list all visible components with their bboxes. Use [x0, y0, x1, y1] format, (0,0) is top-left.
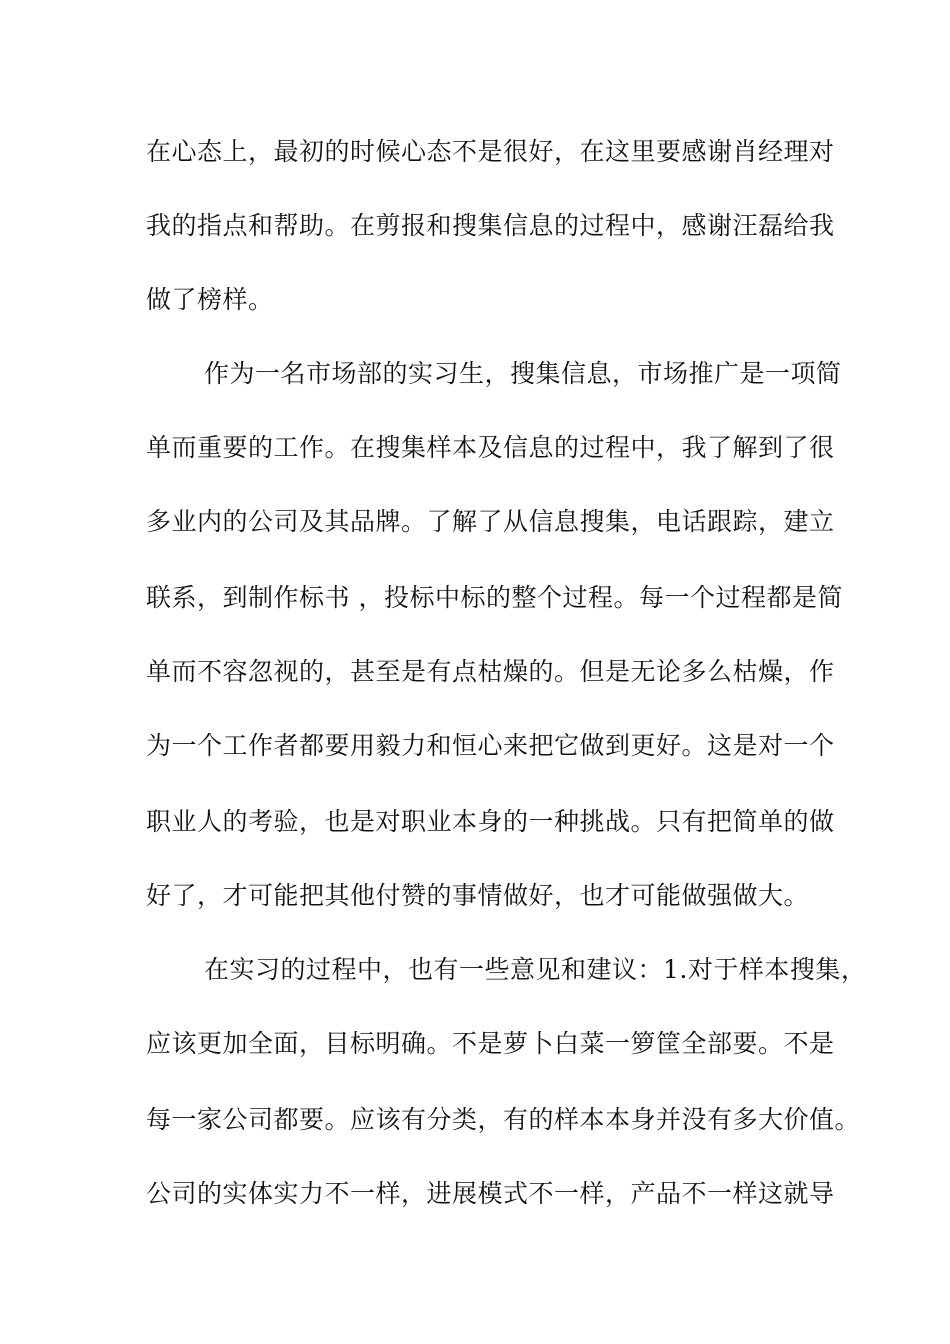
text-line: 单而重要的工作。在搜集样本及信息的过程中，我了解到了很	[146, 433, 835, 462]
text-line: 每一家公司都要。应该有分类，有的样本本身并没有多大价值。	[146, 1105, 861, 1134]
paragraph-first-line: 在实习的过程中，也有一些意见和建议：1.对于样本搜集，	[204, 955, 867, 984]
text-line: 公司的实体实力不一样，进展模式不一样，产品不一样这就导	[146, 1179, 835, 1208]
text-line: 我的指点和帮助。在剪报和搜集信息的过程中，感谢汪磊给我	[146, 211, 835, 240]
text-line: 应该更加全面，目标明确。不是萝卜白菜一箩筐全部要。不是	[146, 1029, 835, 1058]
paragraph-first-line: 作为一名市场部的实习生，搜集信息，市场推广是一项简	[204, 359, 842, 388]
text-line: 在心态上，最初的时候心态不是很好，在这里要感谢肖经理对	[146, 137, 835, 166]
text-line: 职业人的考验，也是对职业本身的一种挑战。只有把简单的做	[146, 807, 835, 836]
text-line: 单而不容忽视的，甚至是有点枯燥的。但是无论多么枯燥，作	[146, 657, 835, 686]
text-line: 为一个工作者都要用毅力和恒心来把它做到更好。这是对一个	[146, 731, 835, 760]
text-line: 联系，到制作标书 ，投标中标的整个过程。每一个过程都是简	[146, 583, 843, 612]
text-line: 多业内的公司及其品牌。了解了从信息搜集，电话跟踪，建立	[146, 507, 835, 536]
text-line: 好了，才可能把其他付赞的事情做好，也才可能做强做大。	[146, 881, 810, 910]
text-line: 做了榜样。	[146, 285, 274, 314]
